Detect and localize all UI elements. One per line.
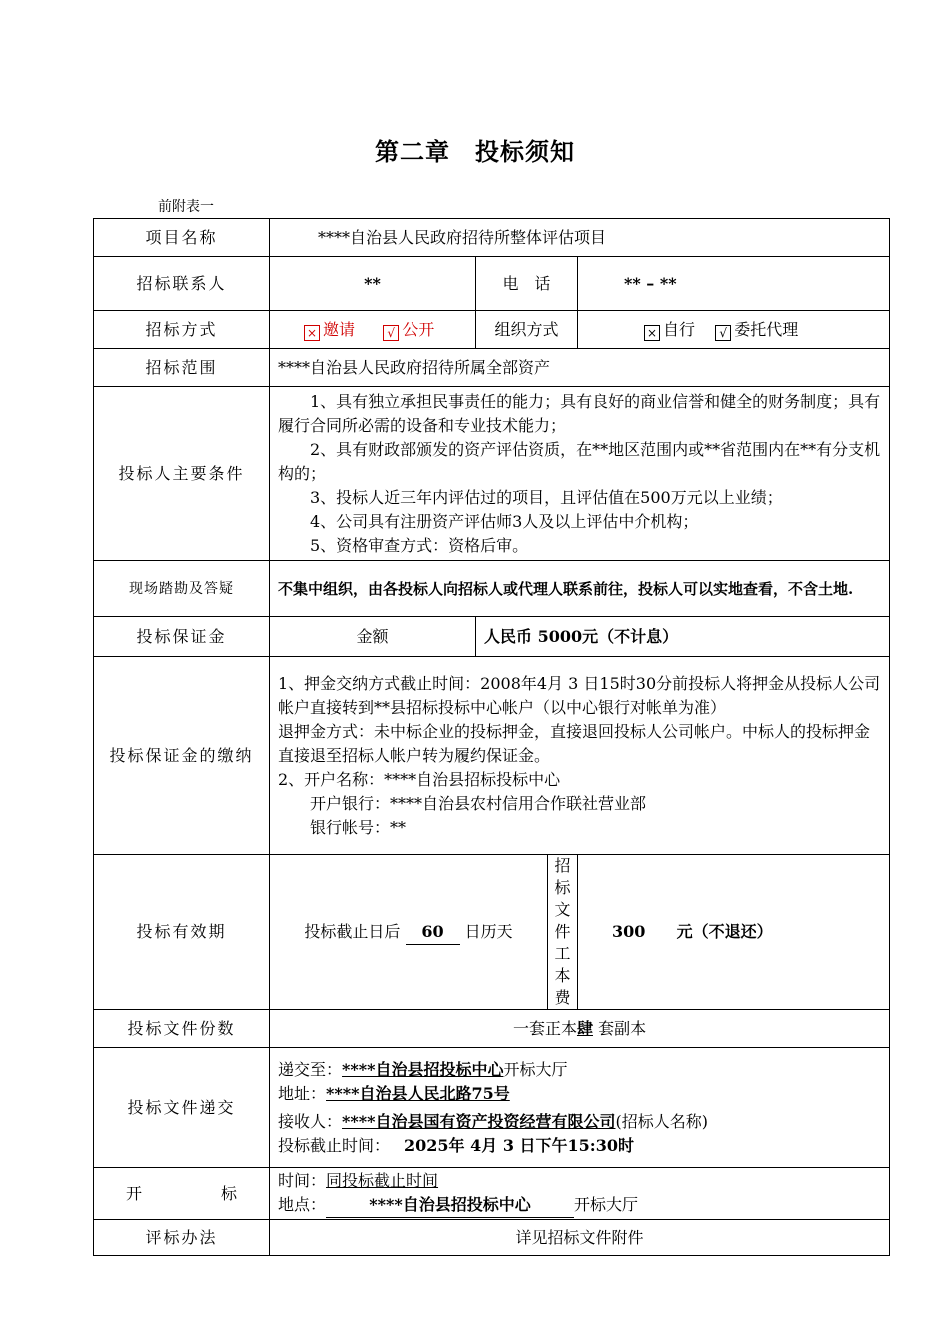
label-opening <box>94 1168 270 1220</box>
value-payment <box>270 657 890 855</box>
submit-to-suffix: 开标大厅 <box>503 1059 568 1079</box>
label-contact: 招标联系人 <box>94 257 270 311</box>
table-caption: 前附表一 <box>158 199 214 215</box>
checkbox-self[interactable]: × <box>644 325 660 341</box>
opening-place-label: 地点： <box>278 1195 327 1214</box>
label-fee: 招标文件工本费 <box>548 855 578 1010</box>
value-opening <box>270 1168 890 1220</box>
value-phone: ** – ** <box>578 257 890 311</box>
label-method: 招标方式 <box>94 311 270 349</box>
label-validity: 投标有效期 <box>94 855 270 1010</box>
row-submit <box>94 1048 890 1168</box>
condition-line: 5、资格审查方式：资格后审。 <box>310 535 529 555</box>
payment-line: 开户银行：****自治县农村信用合作联社营业部 <box>310 793 647 813</box>
organization-options <box>578 311 890 349</box>
copies-pre: 一套正本 <box>512 1018 577 1038</box>
option-invite-label: 邀请 <box>323 319 356 339</box>
value-contact: ** <box>270 257 476 311</box>
label-phone: 电 话 <box>476 257 578 311</box>
opening-time-value: 同投标截止时间 <box>326 1171 439 1190</box>
label-site-visit: 现场踏勘及答疑 <box>94 561 270 617</box>
condition-line: 2、具有财政部颁发的资产评估资质，在**地区范围内或**省范围内在**有分支机构的； <box>278 439 881 483</box>
validity-post: 日历天 <box>464 921 513 941</box>
value-fee <box>578 855 890 1010</box>
option-self-label: 自行 <box>663 319 696 339</box>
method-options <box>270 311 476 349</box>
label-submit: 投标文件递交 <box>94 1048 270 1168</box>
submit-receiver-suffix: (招标人名称) <box>615 1111 708 1131</box>
opening-label-a: 开 <box>126 1183 143 1203</box>
submit-address-value: ****自治县人民北路75号 <box>326 1083 510 1103</box>
label-organization: 组织方式 <box>476 311 578 349</box>
copies-post: 套副本 <box>598 1018 647 1038</box>
row-conditions <box>94 387 890 561</box>
submit-receiver <box>278 1110 881 1134</box>
submit-deadline-label: 投标截止时间： <box>278 1135 391 1155</box>
opening-place-suffix: 开标大厅 <box>574 1195 639 1214</box>
value-validity <box>270 855 548 1010</box>
checkbox-invite[interactable]: × <box>304 325 320 341</box>
opening-time <box>278 1169 881 1193</box>
submit-to-value: ****自治县招投标中心 <box>342 1059 504 1079</box>
submit-deadline <box>278 1134 881 1158</box>
row-site-visit <box>94 561 890 617</box>
submit-address <box>278 1082 881 1106</box>
label-evaluation: 评标办法 <box>94 1220 270 1256</box>
copies-count: 肆 <box>576 1018 593 1038</box>
condition-line: 4、公司具有注册资产评估师3人及以上评估中介机构； <box>310 511 699 531</box>
payment-line: 2、开户名称：****自治县招标投标中心 <box>278 769 561 789</box>
validity-days: 60 <box>406 920 460 945</box>
submit-to <box>278 1058 881 1082</box>
value-site-visit: 不集中组织，由各投标人向招标人或代理人联系前往，投标人可以实地查看，不含土地. <box>270 561 890 617</box>
fee-unit: 元（不退还） <box>676 922 773 941</box>
option-open-label: 公开 <box>402 319 435 339</box>
opening-time-label: 时间： <box>278 1171 327 1190</box>
value-amount: 人民币 5000元（不计息） <box>476 617 890 657</box>
row-contact <box>94 257 890 311</box>
checkbox-open[interactable]: √ <box>383 325 399 341</box>
bid-instructions-table <box>93 218 890 1256</box>
opening-place <box>278 1193 881 1218</box>
row-validity <box>94 855 890 1010</box>
fee-amount: 300 <box>612 922 646 941</box>
value-scope: ****自治县人民政府招待所属全部资产 <box>270 349 890 387</box>
submit-address-label: 地址： <box>278 1083 327 1103</box>
label-amount: 金额 <box>270 617 476 657</box>
label-conditions: 投标人主要条件 <box>94 387 270 561</box>
submit-to-label: 递交至： <box>278 1059 343 1079</box>
label-scope: 招标范围 <box>94 349 270 387</box>
payment-line: 退押金方式：未中标企业的投标押金，直接退回投标人公司帐户。中标人的投标押金直接退至招标人帐户转为履约保证金。 <box>278 721 871 765</box>
value-conditions <box>270 387 890 561</box>
validity-pre: 投标截止日后 <box>304 921 401 941</box>
submit-deadline-value: 2025年 4月 3 日下午15:30时 <box>404 1135 634 1155</box>
row-evaluation <box>94 1220 890 1256</box>
checkbox-agent[interactable]: √ <box>715 325 731 341</box>
row-opening <box>94 1168 890 1220</box>
label-payment: 投标保证金的缴纳 <box>94 657 270 855</box>
submit-receiver-label: 接收人： <box>278 1111 343 1131</box>
opening-label-b: 标 <box>220 1183 237 1203</box>
submit-receiver-value: ****自治县国有资产投资经营有限公司 <box>342 1111 616 1131</box>
value-evaluation: 详见招标文件附件 <box>270 1220 890 1256</box>
payment-line: 银行帐号：** <box>310 817 407 837</box>
condition-line: 1、具有独立承担民事责任的能力；具有良好的商业信誉和健全的财务制度；具有履行合同所必需的设备和专业技术能力； <box>278 391 881 435</box>
row-bond <box>94 617 890 657</box>
row-payment <box>94 657 890 855</box>
row-project <box>94 219 890 257</box>
condition-line: 3、投标人近三年内评估过的项目，且评估值在500万元以上业绩； <box>310 487 783 507</box>
row-copies <box>94 1010 890 1048</box>
row-method <box>94 311 890 349</box>
row-scope <box>94 349 890 387</box>
value-project: ****自治县人民政府招待所整体评估项目 <box>270 219 890 257</box>
payment-line: 1、押金交纳方式截止时间：2008年4月 3 日15时30分前投标人将押金从投标人公司帐户直接转到**县招标投标中心帐户（以中心银行对帐单为准） <box>278 673 881 717</box>
label-copies: 投标文件份数 <box>94 1010 270 1048</box>
page-title: 第二章 投标须知 <box>375 137 575 166</box>
value-copies <box>270 1010 890 1048</box>
label-bond: 投标保证金 <box>94 617 270 657</box>
value-submit <box>270 1048 890 1168</box>
option-agent-label: 委托代理 <box>734 319 799 339</box>
label-project: 项目名称 <box>94 219 270 257</box>
opening-place-value: ****自治县招投标中心 <box>326 1193 574 1218</box>
